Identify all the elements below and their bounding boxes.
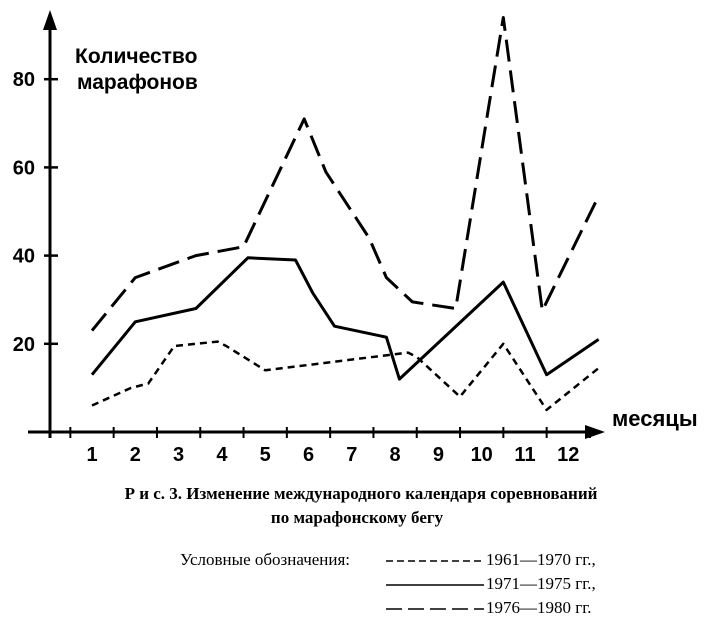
legend-item-1961-1970: 1961—1970 гг.,: [486, 550, 596, 569]
figure-caption-line-2: по марафонскому бегу: [270, 508, 444, 527]
x-tick-label: 5: [259, 444, 271, 466]
y-axis-arrow: [43, 10, 57, 30]
series-line-solid: [92, 258, 599, 379]
x-axis-label: месяцы: [612, 406, 698, 431]
x-tick-label: 3: [173, 444, 185, 466]
legend-item-1971-1975: 1971—1975 гг.,: [486, 574, 596, 593]
series-line-short-dash: [92, 342, 599, 410]
x-tick-label: 4: [216, 444, 228, 466]
legend-swatches: [386, 561, 484, 609]
x-tick-label: 10: [470, 444, 493, 466]
y-axis-label-line-2: марафонов: [77, 71, 198, 94]
legend-title: Условные обозначения:: [180, 550, 351, 569]
x-tick-label: 1: [86, 444, 98, 466]
y-axis-label-line-1: Количество: [75, 45, 198, 68]
x-tick-label: 6: [302, 444, 315, 466]
y-tick-label: 40: [12, 245, 35, 268]
x-tick-label: 8: [389, 444, 401, 466]
x-tick-label: 7: [346, 444, 358, 466]
y-tick-label: 80: [12, 69, 35, 92]
chart-ticks: [13, 69, 590, 466]
figure-caption-line-1: Р и с. 3. Изменение международного календаря соревнований: [124, 484, 598, 503]
y-tick-label: 60: [12, 157, 35, 180]
x-tick-label: 12: [557, 444, 580, 466]
x-axis-arrow: [585, 425, 605, 439]
x-tick-label: 11: [514, 444, 536, 466]
y-tick-label: 20: [12, 333, 35, 356]
x-tick-label: 2: [129, 444, 141, 466]
x-tick-label: 9: [432, 444, 444, 466]
legend-item-1976-1980: 1976—1980 гг.: [486, 598, 592, 617]
